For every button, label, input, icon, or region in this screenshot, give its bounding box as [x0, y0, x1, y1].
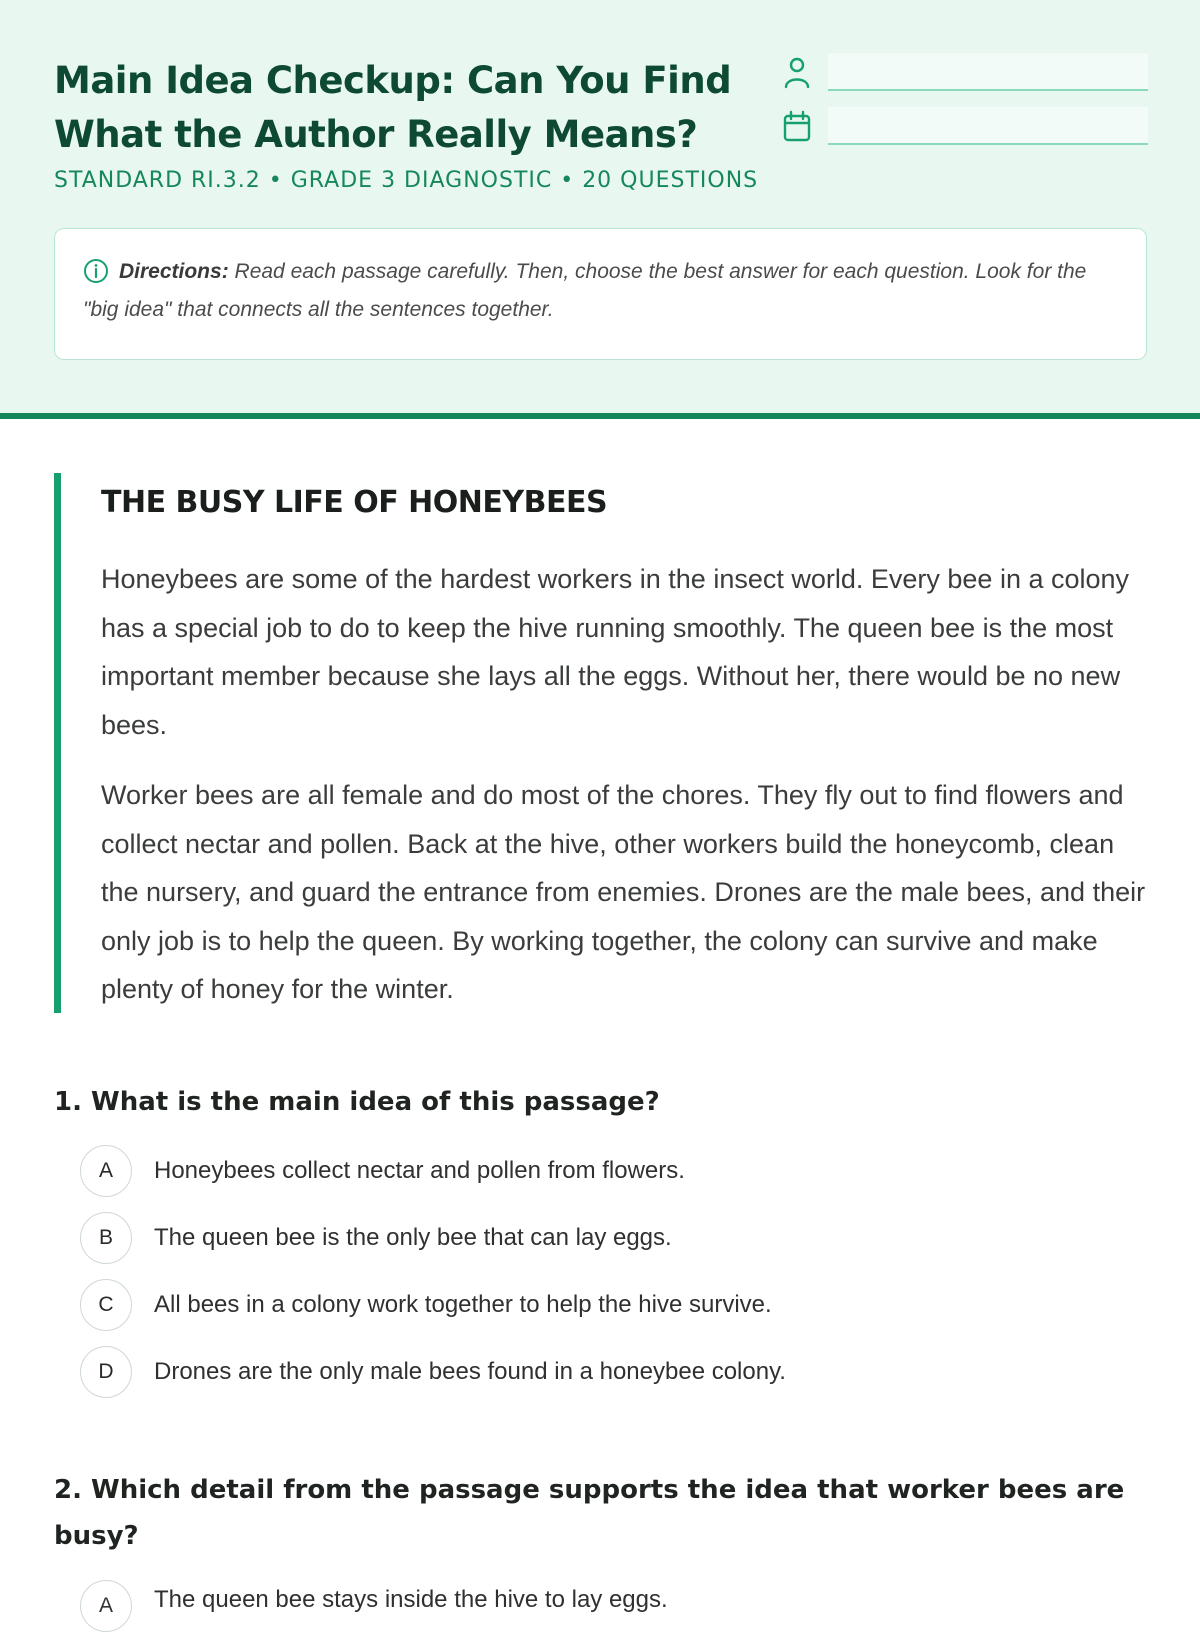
reading-passage — [54, 473, 1148, 1013]
option-text: The queen bee stays inside the hive to lay eggs. — [154, 1586, 668, 1613]
option-letter[interactable]: B — [80, 1212, 132, 1264]
option-letter[interactable]: D — [80, 1346, 132, 1398]
answer-option-a[interactable] — [80, 1145, 1140, 1212]
date-field[interactable] — [778, 107, 1148, 147]
date-input[interactable] — [828, 107, 1148, 145]
calendar-icon — [782, 109, 812, 143]
question-2: 2. Which detail from the passage supports the idea that worker bees are busy? — [54, 1475, 1125, 1551]
directions-box — [54, 228, 1147, 360]
option-text: Drones are the only male bees found in a honeybee colony. — [154, 1358, 786, 1385]
answer-option-a[interactable] — [80, 1580, 1140, 1617]
info-icon — [83, 258, 109, 284]
answer-option-c[interactable] — [80, 1279, 1140, 1346]
option-letter[interactable]: C — [80, 1279, 132, 1331]
question-1-options — [80, 1145, 1140, 1413]
option-text: The queen bee is the only bee that can lay eggs. — [154, 1224, 672, 1251]
option-letter[interactable]: A — [80, 1145, 132, 1197]
option-letter[interactable]: A — [80, 1580, 132, 1632]
question-1: 1. What is the main idea of this passage? — [54, 1087, 660, 1117]
standard-subtitle: STANDARD RI.3.2 • GRADE 3 DIAGNOSTIC • 20 QUESTIONS — [54, 168, 759, 193]
passage-title: THE BUSY LIFE OF HONEYBEES — [101, 485, 608, 520]
option-text: All bees in a colony work together to help the hive survive. — [154, 1291, 772, 1318]
name-field[interactable] — [778, 53, 1148, 93]
directions-text: Read each passage carefully. Then, choose the best answer for each question. Look for the "big idea" that connects all the sentences together. — [83, 260, 1087, 321]
page-title: Main Idea Checkup: Can You Find What the Author Really Means? — [54, 59, 732, 156]
directions-label: Directions: — [119, 260, 229, 283]
answer-option-d[interactable] — [80, 1346, 1140, 1413]
name-input[interactable] — [828, 53, 1148, 91]
user-icon — [782, 55, 812, 89]
worksheet-header — [0, 0, 1200, 419]
option-text: Honeybees collect nectar and pollen from flowers. — [154, 1157, 685, 1184]
passage-paragraph: Honeybees are some of the hardest workers in the insect world. Every bee in a colony has a special job to do to keep the hive running smoothly. The queen bee is the most important member because she lays all the eggs. Without her, there would be no new bees. — [101, 564, 1130, 740]
answer-option-b[interactable] — [80, 1212, 1140, 1279]
passage-paragraph: Worker bees are all female and do most of the chores. They fly out to find flowers and collect nectar and pollen. Back at the hive, other workers build the honeycomb, clean the nursery, and guard the entrance from enemies. Drones are the male bees, and their only job is to help the queen. By working together, the colony can survive and make plenty of honey for the winter. — [101, 780, 1146, 1004]
